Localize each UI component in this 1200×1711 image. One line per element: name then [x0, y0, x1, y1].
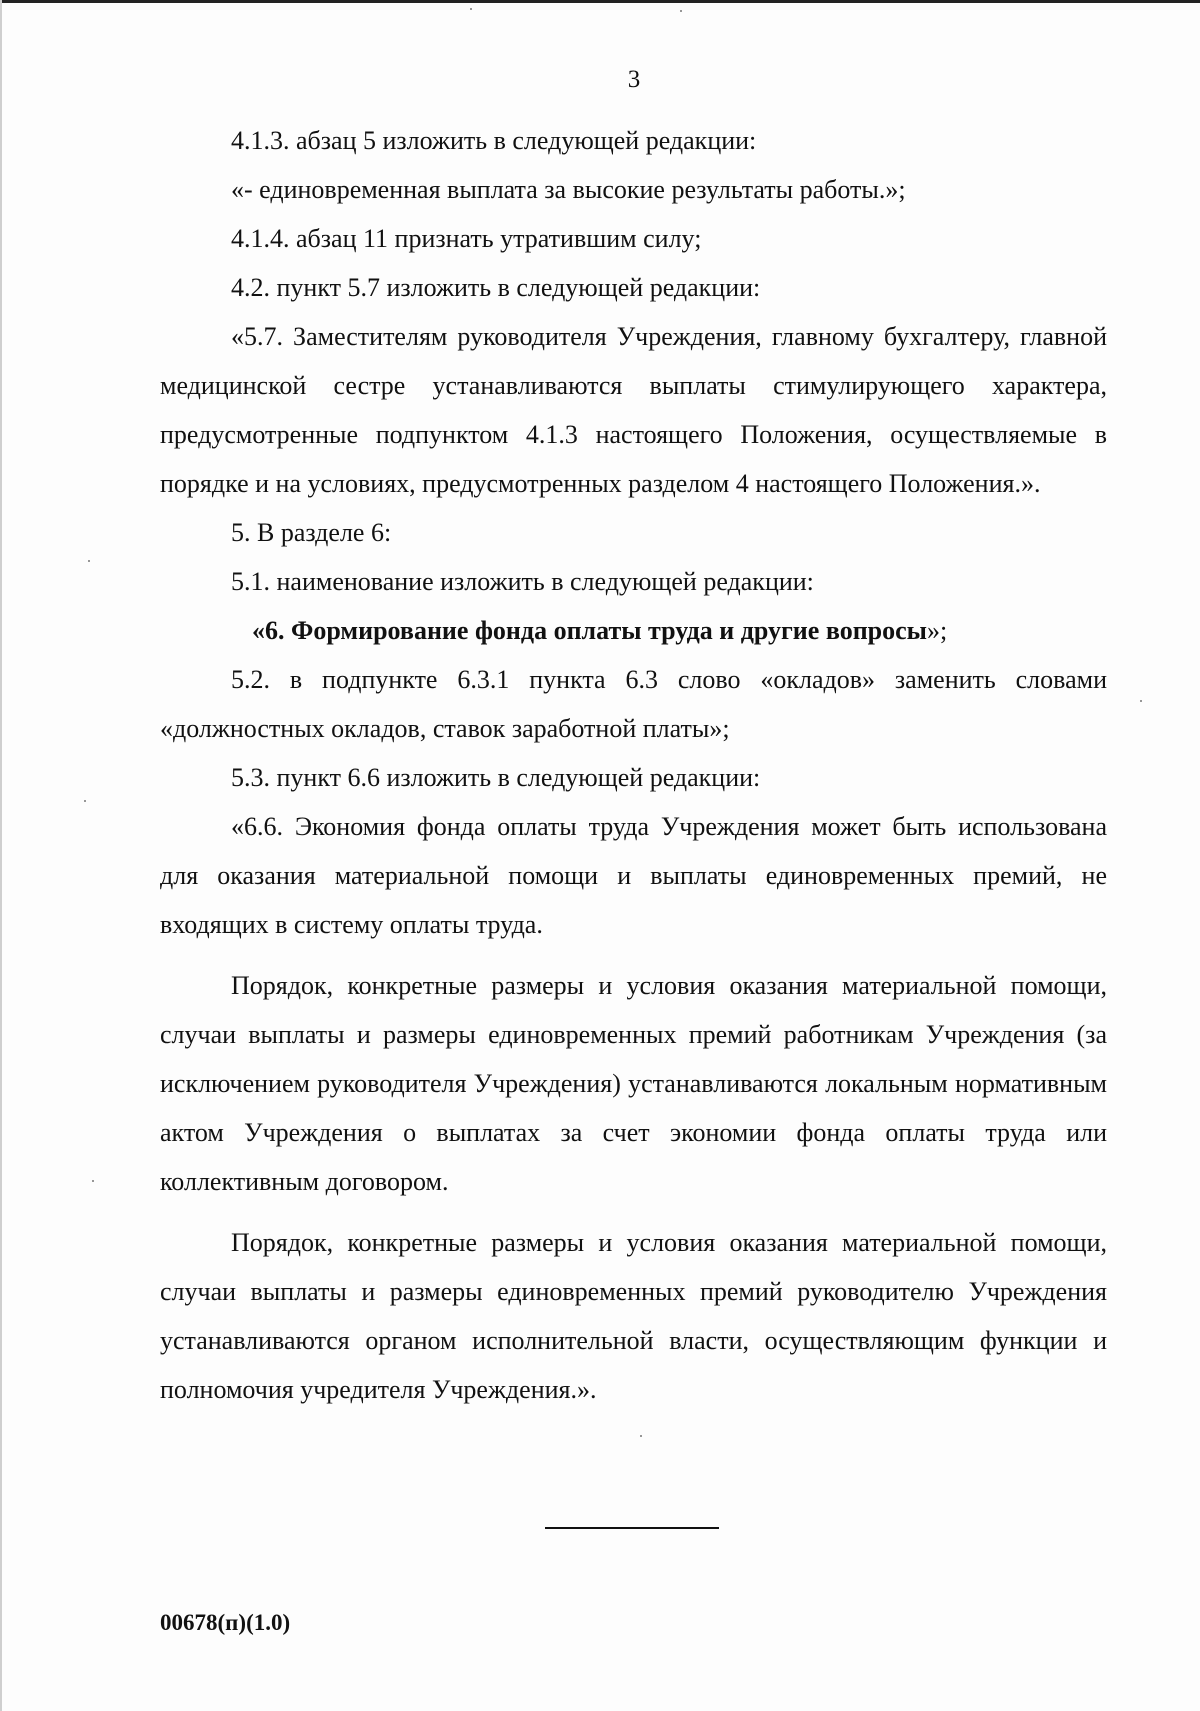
- paragraph-5-1: 5.1. наименование изложить в следующей редакции:: [231, 567, 814, 596]
- page-number: 3: [627, 66, 641, 93]
- scan-speck: [680, 10, 682, 12]
- paragraph-quote-payment: «- единовременная выплата за высокие результаты работы.»;: [231, 175, 906, 204]
- paragraph-5-2: 5.2. в подпункте 6.3.1 пункта 6.3 слово «окладов» заменить словами «должностных окладов, ставок заработной платы»;: [160, 665, 1107, 743]
- paragraph-5-7: «5.7. Заместителям руководителя Учреждения, главному бухгалтеру, главной медицинской сестре устанавливаются выплаты стимулирующего характера, предусмотренные подпунктом 4.1.3 настоящего Положения, осуществляемые в порядке и на условиях, предусмотренных разделом 4 настоящего Положения.».: [160, 322, 1107, 498]
- paragraph-procedure-head: Порядок, конкретные размеры и условия оказания материальной помощи, случаи выплаты и размеры единовременных премий руководителю Учреждения устанавливаются органом исполнительной власти, осуществляющим функции и полномочия учредителя Учреждения.».: [160, 1228, 1107, 1404]
- scan-speck: [1140, 700, 1142, 702]
- scan-top-border: [0, 0, 1200, 3]
- scan-speck: [88, 560, 90, 562]
- closing-divider-line: [545, 1527, 719, 1529]
- paragraph-6-6: «6.6. Экономия фонда оплаты труда Учреждения может быть использована для оказания материальной помощи и выплаты единовременных премий, не входящих в систему оплаты труда.: [160, 812, 1107, 939]
- section-6-title-bold: «6. Формирование фонда оплаты труда и другие вопросы: [252, 616, 927, 645]
- scan-speck: [84, 800, 86, 802]
- paragraph-4-2: 4.2. пункт 5.7 изложить в следующей редакции:: [231, 273, 761, 302]
- document-body: [160, 116, 1107, 1414]
- scan-speck: [470, 8, 472, 10]
- paragraph-4-1-4: 4.1.4. абзац 11 признать утратившим силу;: [231, 224, 702, 253]
- paragraph-5-3: 5.3. пункт 6.6 изложить в следующей редакции:: [231, 763, 761, 792]
- section-6-title: [160, 606, 1107, 655]
- scan-speck: [640, 1435, 642, 1437]
- document-code: 00678(п)(1.0): [160, 1610, 291, 1635]
- paragraph-section-5: 5. В разделе 6:: [231, 518, 392, 547]
- scan-left-border: [0, 0, 2, 1711]
- paragraph-procedure-employees: Порядок, конкретные размеры и условия оказания материальной помощи, случаи выплаты и размеры единовременных премий работникам Учреждения (за исключением руководителя Учреждения) устанавливаются локальным нормативным актом Учреждения о выплатах за счет экономии фонда оплаты труда или коллективным договором.: [160, 971, 1107, 1196]
- scan-speck: [92, 1180, 94, 1182]
- paragraph-4-1-3: 4.1.3. абзац 5 изложить в следующей редакции:: [231, 126, 757, 155]
- section-6-title-suffix: »;: [926, 616, 948, 645]
